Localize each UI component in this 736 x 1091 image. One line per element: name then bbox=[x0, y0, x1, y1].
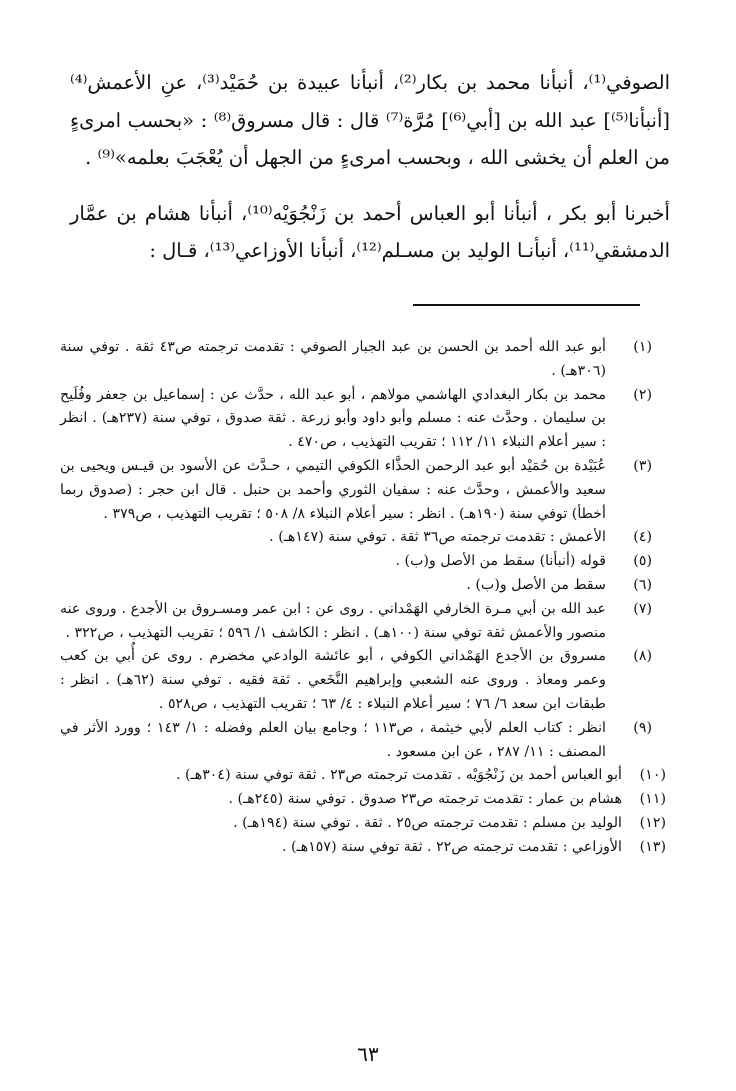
footnote-number: (٣) bbox=[633, 457, 652, 474]
footnote-number: (٩) bbox=[633, 719, 652, 736]
footnote-number: (٧) bbox=[633, 600, 652, 617]
footnote bbox=[60, 550, 652, 574]
footnote-text: الوليد بن مسلم : تقدمت ترجمته ص٢٥ . ثقة . توفي سنة (١٩٤هـ) . bbox=[233, 814, 622, 831]
footnote-number: (٨) bbox=[633, 648, 652, 665]
footnote-number: (٦) bbox=[633, 576, 652, 593]
footnote-text: انظر : كتاب العلم لأبي خيثمة ، ص١١٣ ؛ وجامع بيان العلم وفضله : ١/ ١٤٣ ؛ وورد الأثر في المصنف : ١١/ ٢٨٧ ، عن ابن مسعود . bbox=[60, 719, 606, 760]
footnote-separator bbox=[413, 304, 640, 306]
footnote-text: محمد بن بكار البغدادي الهاشمي مولاهم ، أبو عبد الله ، حدَّث عن : إسماعيل بن جعفر وفُلَيح بن سليمان . وحدَّث عنه : مسلم وأبو داود وأبو زرعة . ثقة صدوق ، توفي سنة (٢٣٧هـ) . انظر : سير أعلام النبلاء ١١/ ١١٢ ؛ تقريب التهذيب ، ص٤٧٠ . bbox=[60, 386, 607, 451]
footnote-number: (١١) bbox=[639, 791, 666, 808]
footnote bbox=[60, 717, 652, 765]
main-paragraph-2: أخبرنا أبو بكر ، أنبأنا أبو العباس أحمد بن زَنْجُوَيْه⁽¹⁰⁾، أنبأنا هشام بن عمَّار الدمشقي⁽¹¹⁾، أنبأنـا الوليد بن مسـلم⁽¹²⁾، أنبأنا الأوزاعي⁽¹³⁾، قـال : bbox=[70, 201, 670, 262]
footnote bbox=[60, 645, 652, 716]
footnote bbox=[60, 598, 652, 646]
footnote bbox=[60, 336, 652, 384]
main-paragraph-1: الصوفي⁽¹⁾، أنبأنا محمد بن بكار⁽²⁾، أنبأنا عبيدة بن حُمَيْد⁽³⁾، عنِ الأعمش⁽⁴⁾ [أنبأنا⁽⁵⁾] عبد الله بن [أبي⁽⁶⁾] مُرَّة⁽⁷⁾ قال : قال مسروق⁽⁸⁾ : «بحسب امرىءٍ من العلم أن يخشى الله ، وبحسب امرىءٍ من الجهل أن يُعْجَبَ بعلمه»⁽⁹⁾ . bbox=[70, 71, 671, 169]
page-number: ٦٣ bbox=[357, 1042, 379, 1066]
footnote-text: هشام بن عمار : تقدمت ترجمته ص٢٣ صدوق . توفي سنة (٢٤٥هـ) . bbox=[228, 791, 622, 808]
footnote bbox=[60, 812, 666, 836]
footnote-text: عُبَيْدة بن حُمَيْد أبو عبد الرحمن الحذَّاء الكوفي التيمي ، حـدَّث عن الأسود بن قيـس ويحيى بن سعيد والأعمش ، وحدَّث عنه : سفيان الثوري وأحمد بن حنبل . قال ابن حجر : (صدوق ربما أخطأ) توفي سنة (١٩٠هـ) . انظر : سير أعلام النبلاء ٨/ ٥٠٨ ؛ تقريب التهذيب ، ص٣٧٩ . bbox=[60, 457, 606, 522]
footnote bbox=[60, 764, 666, 788]
footnote bbox=[60, 788, 666, 812]
footnote bbox=[60, 526, 652, 550]
footnotes bbox=[60, 336, 666, 860]
footnote-text: قوله (أنبأنا) سقط من الأصل و(ب) . bbox=[395, 553, 606, 570]
footnote-text: أبو عبد الله أحمد بن الحسن بن عبد الجبار الصوفي : تقدمت ترجمته ص٤٣ ثقة . توفي سنة (٣٠٦هـ) . bbox=[60, 339, 606, 379]
footnote bbox=[60, 384, 652, 455]
footnote-number: (٥) bbox=[633, 553, 652, 570]
footnote bbox=[60, 455, 652, 526]
footnote-number: (٢) bbox=[633, 386, 652, 403]
footnote-text: عبد الله بن أبي مـرة الخارفي الهَمْداني . روى عن : ابن عمر ومسـروق بن الأجدع . وروى عنه منصور والأعمش ثقة توفي سنة (١٠٠هـ) . انظر : الكاشف ١/ ٥٩٦ ؛ تقريب التهذيب ، ص٣٢٢ . bbox=[60, 600, 606, 641]
footnote-number: (١٠) bbox=[639, 767, 666, 784]
footnote-number: (١) bbox=[633, 339, 652, 355]
footnote bbox=[60, 836, 666, 860]
footnote-text: الأوزاعي : تقدمت ترجمته ص٢٢ . ثقة توفي سنة (١٥٧هـ) . bbox=[281, 838, 622, 855]
main-text bbox=[70, 64, 670, 270]
footnote-text: مسروق بن الأجدع الهَمْداني الكوفي ، أبو عائشة الوادعي مخضرم . روى عن أُبي بن كعب وعمر ومعاذ . وروى عنه الشعبي وإبراهيم النَّخَعي . ثقة فقيه . توفي سنة (٦٢هـ) . انظر : طبقات ابن سعد ٦/ ٧٦ ؛ سير أعلام النبلاء : ٤/ ٦٣ ؛ تقريب التهذيب ، ص٥٢٨ . bbox=[60, 648, 606, 712]
footnote bbox=[60, 574, 652, 598]
footnote-text: أبو العباس أحمد بن زَنْجُوَيْه . تقدمت ترجمته ص٢٣ . ثقة توفي سنة (٣٠٤هـ) . bbox=[175, 767, 622, 784]
footnote-text: الأعمش : تقدمت ترجمته ص٣٦ ثقة . توفي سنة (١٤٧هـ) . bbox=[269, 529, 606, 546]
footnote-number: (٤) bbox=[633, 529, 652, 546]
footnote-number: (١٣) bbox=[639, 838, 666, 855]
footnote-number: (١٢) bbox=[639, 814, 666, 831]
footnote-text: سقط من الأصل و(ب) . bbox=[466, 576, 606, 593]
